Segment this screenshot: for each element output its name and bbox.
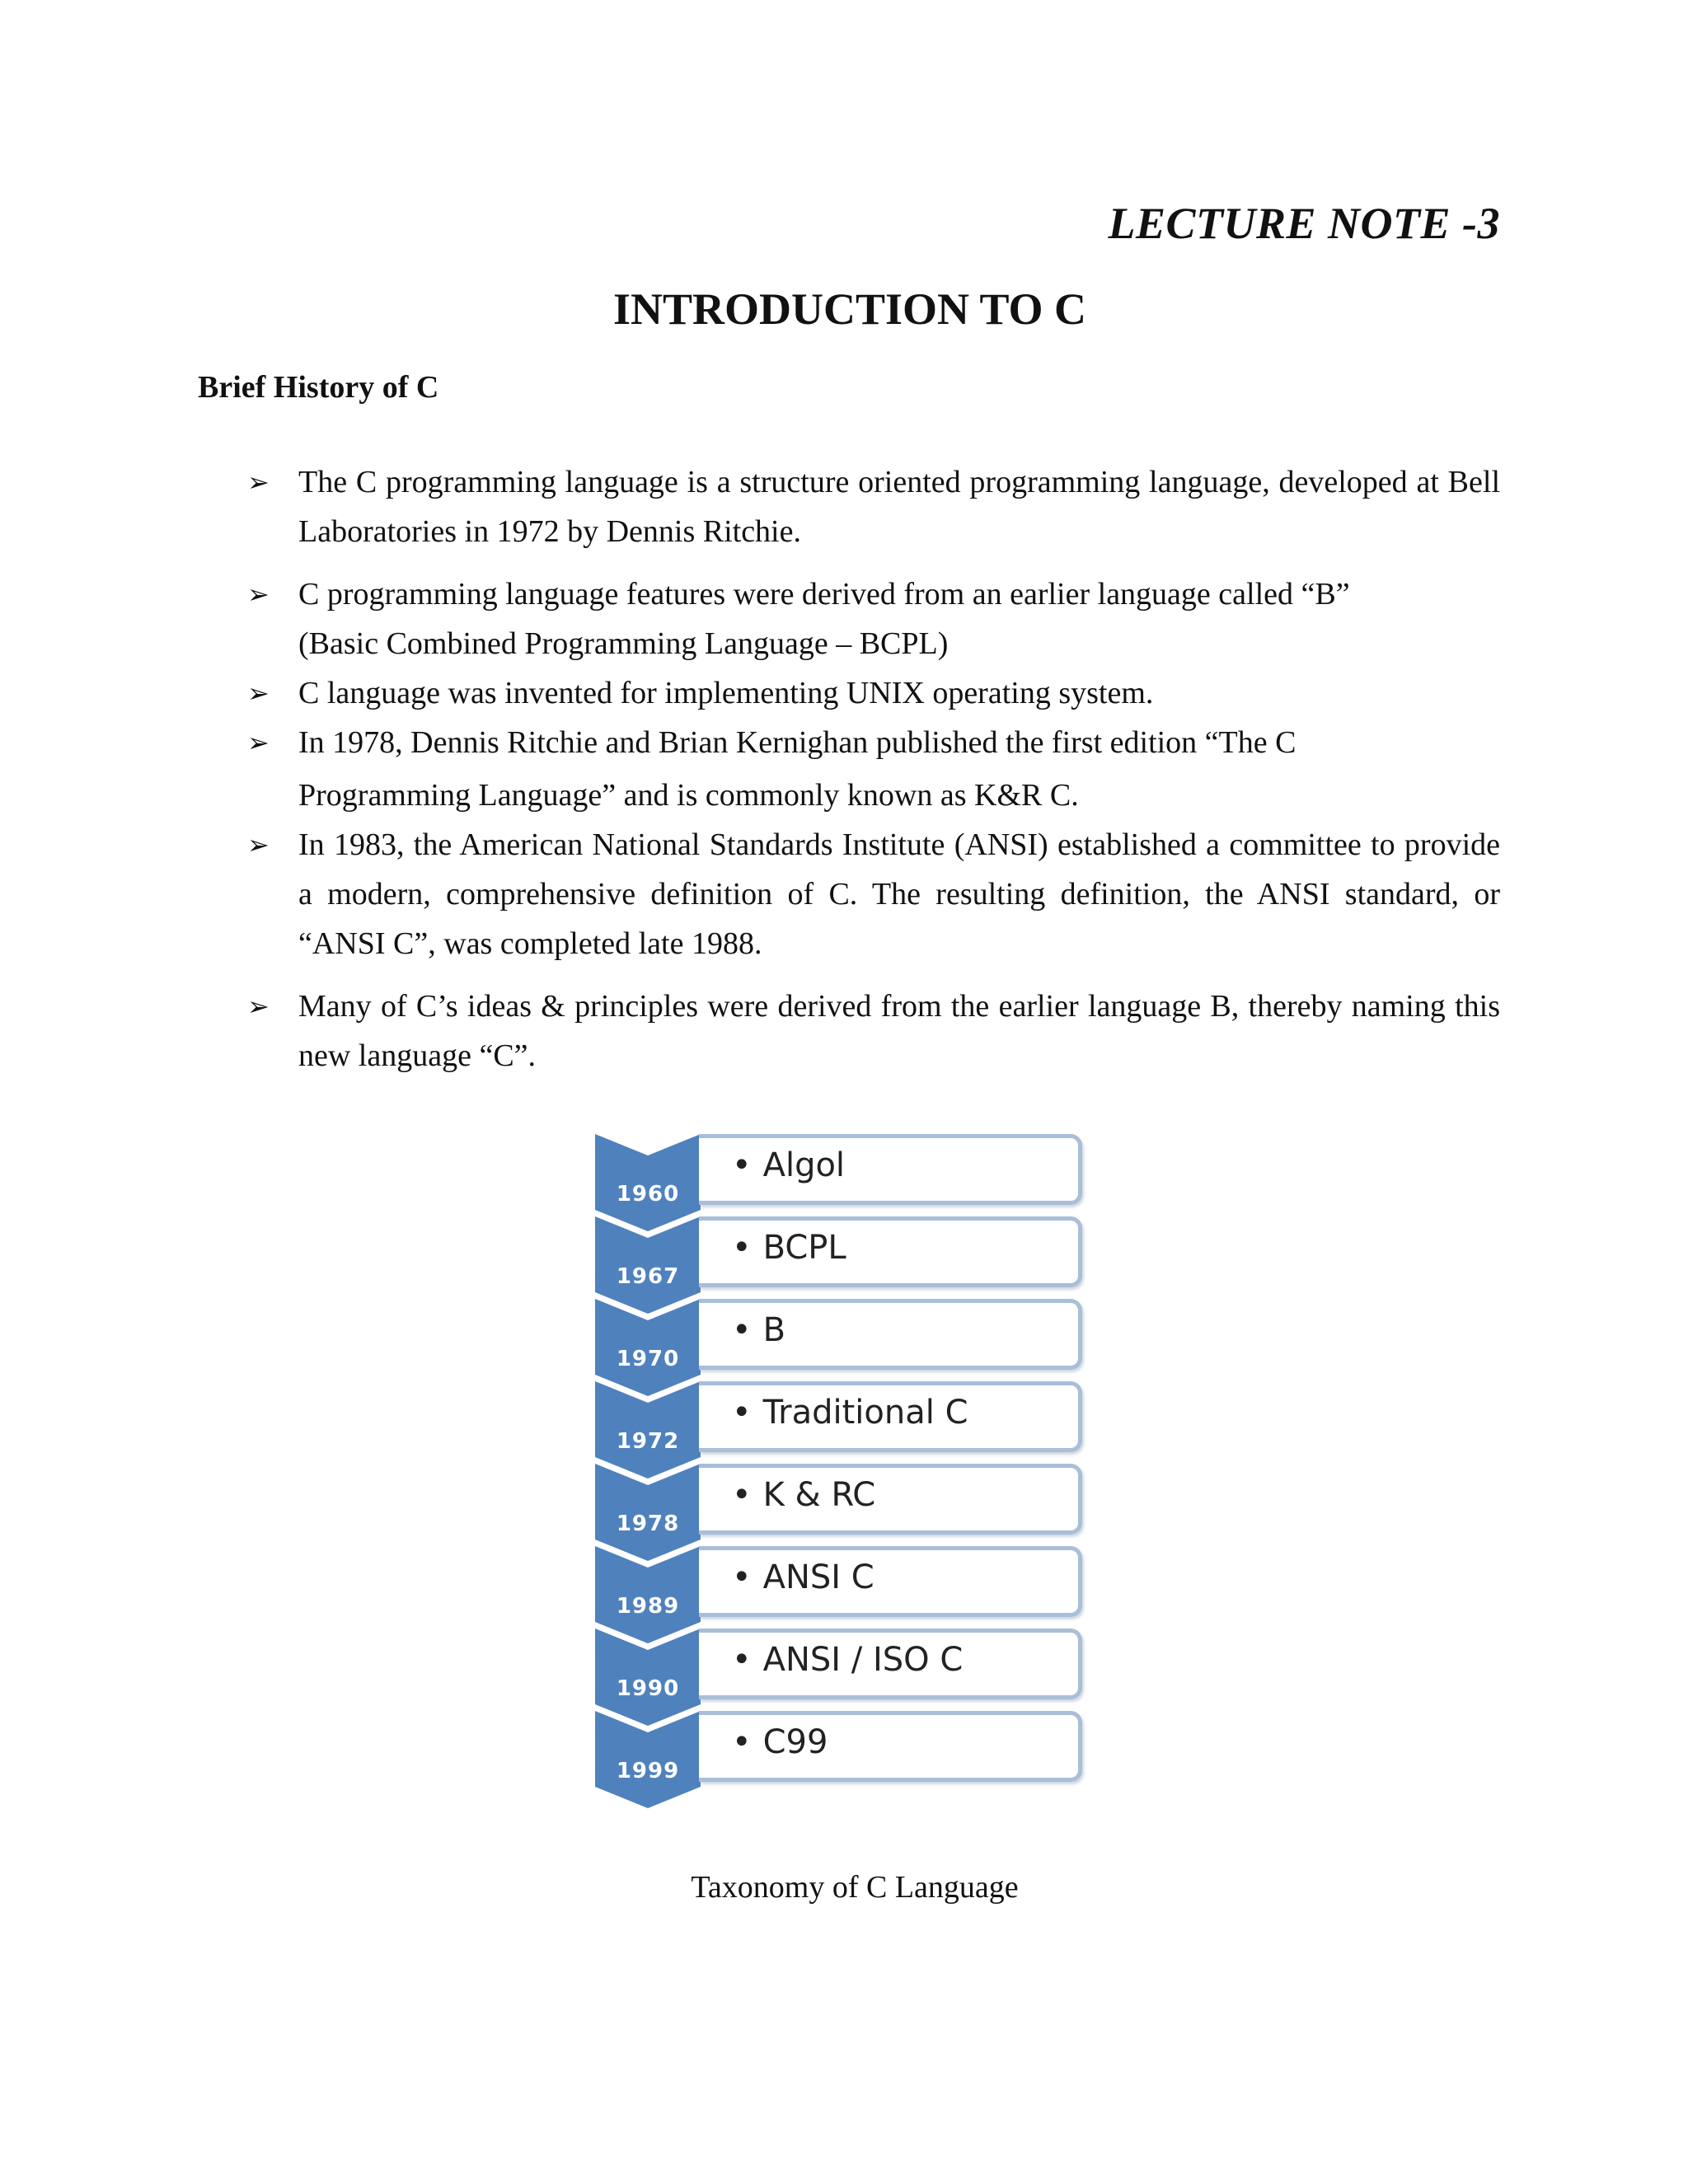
timeline-year: 1970 [616,1347,680,1371]
timeline-box [699,1464,1082,1535]
timeline-row [595,1464,1106,1536]
timeline-box [699,1629,1082,1699]
arrow-bullet-icon: ➢ [247,579,270,610]
timeline-label: • ANSI C [732,1558,874,1596]
timeline-row [595,1711,1106,1783]
arrow-bullet-icon: ➢ [247,727,270,758]
timeline-box [699,1216,1082,1287]
bullet-text: In 1978, Dennis Ritchie and Brian Kernighan published the first edition “The C [298,725,1296,760]
bullet-item [247,457,1500,556]
timeline-year: 1967 [616,1264,680,1289]
timeline-row [595,1299,1106,1371]
timeline-row [595,1216,1106,1289]
timeline-row [595,1629,1106,1701]
timeline-box [699,1299,1082,1370]
figure-caption: Taxonomy of C Language [691,1870,1019,1905]
history-bullet-list [247,457,1500,1080]
bullet-item [247,569,1500,668]
bullet-text: Programming Language” and is commonly known as K&R C. [298,778,1079,813]
timeline-row [595,1546,1106,1619]
bullet-text: In 1983, the American National Standards Institute (ANSI) established a committee to provide a modern, comprehensive definition of C. The resulting definition, the ANSI standard, or “ANSI C”, was completed late 1988. [298,827,1500,961]
timeline-label: • K & RC [732,1476,876,1514]
bullet-item [247,820,1500,968]
timeline-label: • ANSI / ISO C [732,1641,964,1679]
arrow-bullet-icon: ➢ [247,677,270,709]
timeline-row [595,1381,1106,1454]
timeline-label: • B [732,1311,786,1349]
timeline-box [699,1546,1082,1617]
timeline-box [699,1711,1082,1782]
arrow-bullet-icon: ➢ [247,466,270,498]
timeline-year: 1960 [616,1182,680,1207]
timeline-year: 1989 [616,1594,680,1619]
timeline-label: • Traditional C [732,1394,968,1432]
bullet-text: (Basic Combined Programming Language – BCPL) [298,626,949,661]
timeline-year: 1972 [616,1429,680,1454]
bullet-text: The C programming language is a structure oriented programming language, developed at Bell Laboratories in 1972 by Dennis Ritchie. [298,465,1500,549]
timeline-box [699,1134,1082,1205]
bullet-text: Many of C’s ideas & principles were derived from the earlier language B, thereby naming this new language “C”. [298,989,1500,1073]
timeline-year: 1990 [616,1676,680,1701]
page-title: INTRODUCTION TO C [612,284,1087,334]
bullet-item [247,668,1500,718]
section-heading: Brief History of C [198,370,439,405]
timeline-row [595,1134,1106,1207]
timeline-label: • BCPL [732,1229,846,1267]
bullet-text: C language was invented for implementing UNIX operating system. [298,676,1154,710]
arrow-bullet-icon: ➢ [247,829,270,860]
timeline-label: • Algol [732,1146,846,1184]
timeline-year: 1999 [616,1759,680,1783]
timeline-box [699,1381,1082,1452]
bullet-item [247,718,1500,820]
arrow-bullet-icon: ➢ [247,991,270,1022]
bullet-item [247,982,1500,1080]
lecture-note-label: LECTURE NOTE -3 [1108,199,1500,248]
timeline-year: 1978 [616,1511,680,1536]
bullet-text: C programming language features were derived from an earlier language called “B” [298,577,1350,612]
timeline-label: • C99 [732,1723,828,1761]
